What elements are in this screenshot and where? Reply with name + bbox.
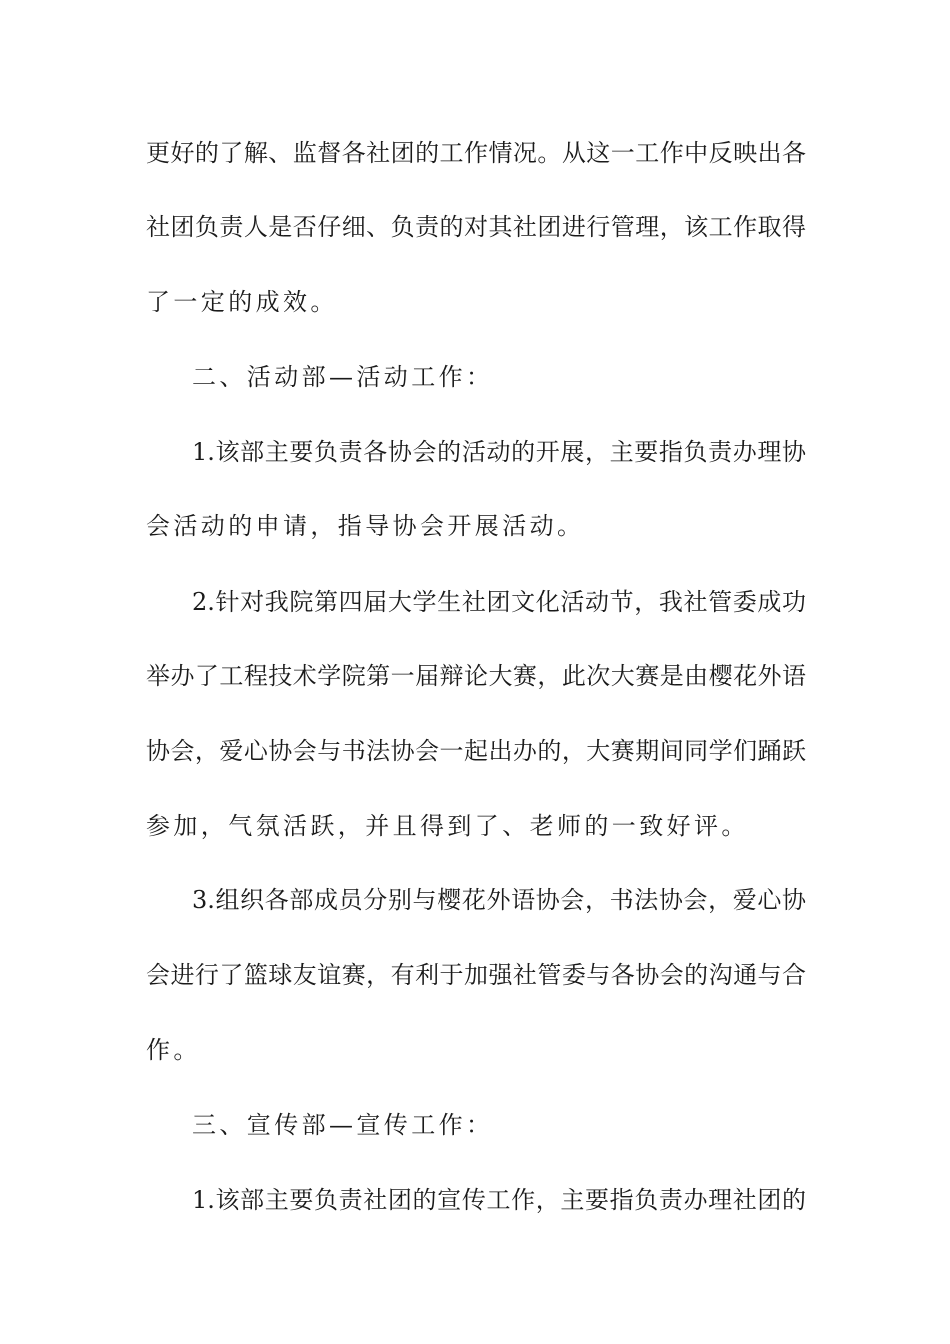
- section-heading: 二、活动部—活动工作：: [192, 363, 494, 391]
- paragraph-line: 1.该部主要负责各协会的活动的开展，主要指负责办理协: [192, 438, 806, 466]
- paragraph-line: 举办了工程技术学院第一届辩论大赛，此次大赛是由樱花外语: [146, 662, 806, 690]
- paragraph-line: 3.组织各部成员分别与樱花外语协会，书法协会，爱心协: [192, 886, 806, 914]
- section-heading: 三、宣传部—宣传工作：: [192, 1111, 494, 1139]
- paragraph-line: 会进行了篮球友谊赛，有利于加强社管委与各协会的沟通与合: [146, 961, 806, 989]
- paragraph-line: 参加，气氛活跃，并且得到了、老师的一致好评。: [146, 812, 749, 840]
- paragraph-line: 社团负责人是否仔细、负责的对其社团进行管理，该工作取得: [146, 213, 806, 241]
- paragraph-line: 2.针对我院第四届大学生社团文化活动节，我社管委成功: [192, 588, 806, 616]
- paragraph-line: 了一定的成效。: [146, 288, 338, 316]
- paragraph-line: 协会，爱心协会与书法协会一起出办的，大赛期间同学们踊跃: [146, 737, 806, 765]
- paragraph-line: 更好的了解、监督各社团的工作情况。从这一工作中反映出各: [146, 139, 806, 167]
- paragraph-line: 1.该部主要负责社团的宣传工作，主要指负责办理社团的: [192, 1186, 806, 1214]
- paragraph-line: 作。: [146, 1036, 201, 1064]
- paragraph-line: 会活动的申请，指导协会开展活动。: [146, 512, 585, 540]
